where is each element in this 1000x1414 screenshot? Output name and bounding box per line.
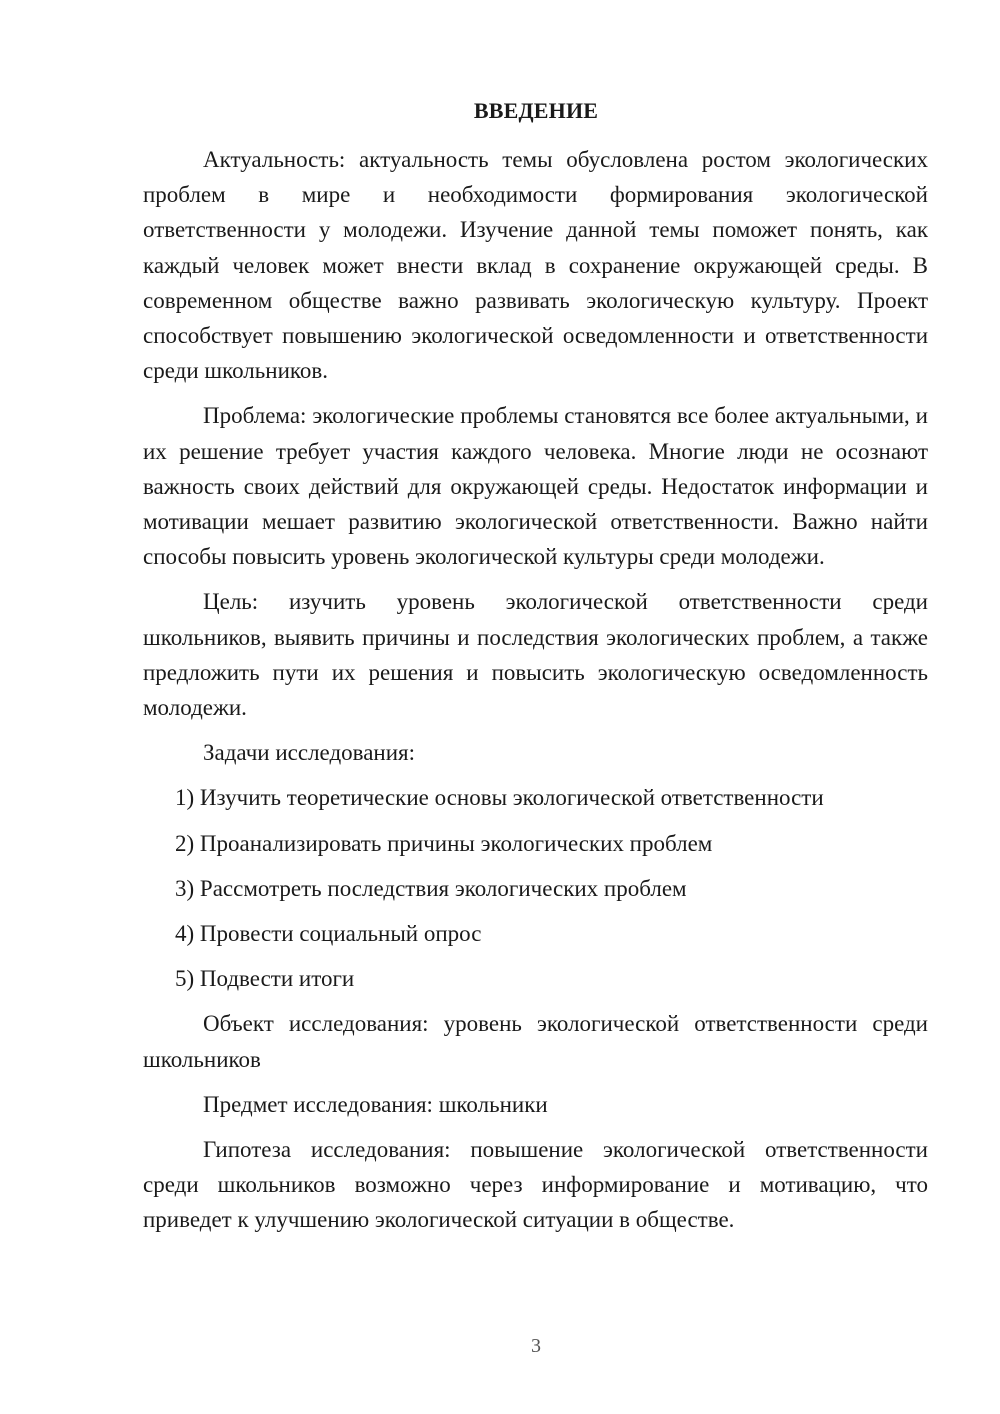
list-item: 4) Провести социальный опрос — [175, 921, 482, 947]
page-title: ВВЕДЕНИЕ — [473, 98, 599, 123]
list-item: 1) Изучить теоретические основы экологической ответственности — [175, 785, 824, 811]
list-item: 3) Рассмотреть последствия экологических проблем — [175, 875, 687, 901]
list-item: 5) Подвести итоги — [175, 966, 355, 992]
page-number: 3 — [531, 1335, 541, 1357]
relevance-paragraph: Актуальность: актуальность темы обусловлена ростом экологических проблем в мире и необходимости формирования экологической ответственности у молодежи. Изучение данной темы поможет понять, как каждый человек может внести вклад в сохранение окружающей среды. В современном обществе важно развивать экологическую культуру. Проект способствует повышению экологической осведомленности и ответственности среди школьников. — [143, 147, 928, 384]
subject-paragraph: Предмет исследования: школьники — [203, 1091, 548, 1117]
problem-paragraph: Проблема: экологические проблемы становятся все более актуальными, и их решение требует участия каждого человека. Многие люди не осознают важность своих действий для окружающей среды. Недостаток информации и мотивации мешает развитию экологической ответственности. Важно найти способы повысить уровень экологической культуры среди молодежи. — [143, 403, 928, 570]
object-paragraph: Объект исследования: уровень экологической ответственности среди школьников — [143, 1011, 928, 1072]
document-body — [143, 142, 928, 1248]
tasks-heading: Задачи исследования: — [203, 740, 416, 766]
tasks-list — [143, 780, 928, 996]
goal-paragraph: Цель: изучить уровень экологической ответственности среди школьников, выявить причины и последствия экологических проблем, а также предложить пути их решения и повысить экологическую осведомленность молодежи. — [143, 589, 928, 721]
list-item: 2) Проанализировать причины экологических проблем — [175, 830, 713, 856]
hypothesis-paragraph: Гипотеза исследования: повышение экологической ответственности среди школьников возможно через информирование и мотивацию, что приведет к улучшению экологической ситуации в обществе. — [143, 1137, 928, 1233]
